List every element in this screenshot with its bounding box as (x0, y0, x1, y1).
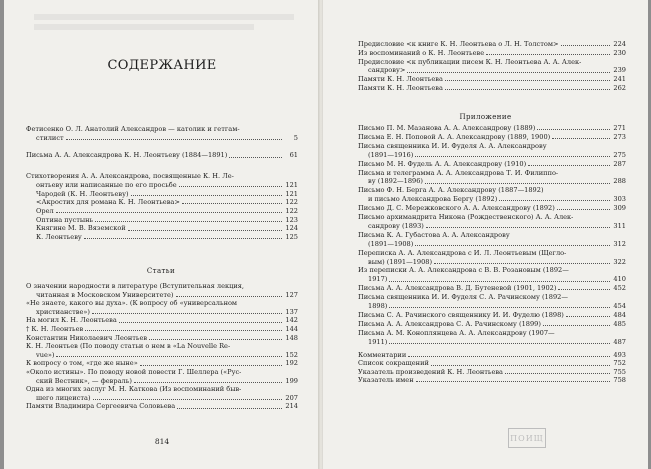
toc-page-number: 241 (613, 75, 626, 84)
dot-leader (149, 339, 282, 340)
toc-page-number: 275 (613, 150, 626, 159)
dot-leader (229, 157, 282, 158)
section-title-articles: Статьи (146, 267, 176, 275)
dot-leader (179, 186, 282, 187)
toc-entry-title: и письмо Александрова Бергу (1892) (368, 195, 498, 204)
toc-entry (36, 216, 298, 224)
dot-leader (486, 54, 610, 55)
toc-entry-title: К. Леонтьеву (36, 233, 82, 241)
toc-entry (36, 134, 298, 142)
toc-entry-title: К. Н. Леонтьев (По поводу статьи о нем в «La Nouvelle Re- (26, 342, 231, 351)
toc-entry-title: вым) (1891—1908) (368, 257, 433, 266)
toc-page-number: 239 (613, 66, 626, 75)
toc-entry (358, 40, 626, 48)
dot-leader (445, 80, 610, 81)
toc-entry (358, 351, 626, 359)
dot-leader (140, 365, 282, 366)
dot-leader (84, 238, 282, 239)
toc-entry-title: Письма священника И. И. Фуделя С. А. Рачинскому (1892— (358, 293, 568, 302)
dot-leader (408, 356, 610, 357)
toc-entry-title: онтьеву или написанные по его просьбе (36, 180, 177, 189)
toc-entry (26, 342, 298, 350)
toc-page-number: 755 (613, 367, 626, 376)
toc-page-number: 142 (285, 316, 298, 325)
toc-page-number: 410 (613, 275, 626, 284)
dot-leader (415, 245, 610, 246)
dot-leader (537, 129, 610, 130)
dot-leader (505, 373, 610, 374)
dot-leader (558, 289, 610, 290)
left-page (4, 0, 320, 469)
toc-page-number: 452 (613, 284, 626, 293)
toc-entry (36, 207, 298, 215)
toc-entry (358, 49, 626, 57)
toc-entry-title: Письма А. А. Александрова В. Д. Бутеневой (1901, 1902) (358, 284, 557, 293)
toc-entry (358, 84, 626, 92)
toc-page-number: 214 (285, 402, 298, 411)
dot-leader (66, 139, 282, 140)
dot-leader (92, 313, 282, 314)
dot-leader (528, 165, 610, 166)
dot-leader (56, 212, 282, 213)
toc-entry-title: Княгине М. В. Вяземской (36, 224, 126, 233)
toc-entry-title: Указатель имен (358, 375, 414, 384)
toc-page-number: 312 (613, 239, 626, 248)
toc-entry (358, 160, 626, 168)
toc-entry-title: 1917) (368, 275, 388, 284)
toc-entry-title: Чародей (К. Н. Леонтьеву) (36, 189, 129, 198)
toc-entry-title: Письма А. А. Александрова С. А. Рачинскому (1899) (358, 319, 541, 328)
toc-page-number: 137 (285, 307, 298, 316)
dot-leader (543, 325, 610, 326)
toc-page-number: 758 (613, 375, 626, 384)
toc-entry (358, 376, 626, 384)
toc-entry (358, 266, 626, 274)
toc-entry (36, 308, 298, 316)
toc-entry-title: vue») (36, 350, 55, 359)
toc-entry (358, 213, 626, 221)
toc-entry-title: † К. Н. Леонтьев (26, 325, 84, 333)
toc-entry-title: Константин Николаевич Леонтьев (26, 333, 148, 342)
toc-page-number: 271 (613, 124, 626, 132)
toc-entry-title: <Акростих для романа К. Н. Леонтьева> (36, 198, 180, 207)
toc-entry-title: Оптина пустынь (36, 215, 94, 224)
dot-leader (445, 89, 610, 90)
toc-entry (358, 142, 626, 150)
toc-entry (358, 284, 626, 292)
toc-entry (36, 291, 298, 299)
toc-entry-title: Фетисенко О. Л. Анатолий Александров — католик и гетгам- (26, 125, 240, 133)
toc-entry (358, 320, 626, 328)
dot-leader (557, 209, 610, 210)
toc-entry-title: христианстве») (36, 307, 90, 316)
dot-leader (407, 72, 610, 73)
bleed-through-line (34, 24, 254, 30)
toc-entry-title: Письмо П. М. Мазанова А. А. Александрову (1889) (358, 124, 536, 132)
toc-entry (36, 181, 298, 189)
dot-leader (134, 382, 282, 383)
dot-leader (389, 281, 610, 282)
toc-entry-title: Письма А. М. Коноплянцева А. А. Александрову (1907— (358, 328, 555, 337)
toc-page-number: 493 (613, 351, 626, 359)
toc-page-number: 148 (285, 333, 298, 342)
toc-page-number: 144 (285, 325, 298, 333)
toc-page-number: 125 (285, 233, 298, 241)
toc-entry-title: (1891—1916) (368, 150, 414, 159)
toc-page-number: 311 (613, 221, 626, 230)
right-page (323, 0, 648, 469)
toc-entry-title: Из воспоминаний о К. Н. Леонтьеве (358, 48, 485, 57)
dot-leader (416, 381, 610, 382)
dot-leader (93, 399, 282, 400)
toc-entry-title: Письма священника И. И. Фуделя А. А. Александрову (358, 141, 547, 150)
toc-entry-title: Письма и телеграмма А. А. Александрова Т. И. Филиппо- (358, 168, 559, 177)
toc-page-number: 484 (613, 310, 626, 319)
dot-leader (434, 263, 610, 264)
toc-entry-title: Памяти Владимира Сергеевича Соловьева (26, 402, 176, 411)
toc-entry (26, 151, 298, 159)
toc-entry (358, 186, 626, 194)
toc-page-number: 273 (613, 132, 626, 141)
toc-entry (36, 224, 298, 232)
toc-entry (358, 124, 626, 132)
toc-page-number: 122 (285, 198, 298, 207)
toc-entry-title: Одна из многих заслуг М. Н. Каткова (Из воспоминаний быв- (26, 385, 242, 394)
toc-page-number: 485 (613, 319, 626, 328)
toc-page-number: 309 (613, 204, 626, 213)
toc-entry-title: Список сокращений (358, 359, 429, 368)
toc-page-number: 224 (613, 40, 626, 48)
toc-entry (36, 351, 298, 359)
toc-entry-title: сандрову (1893) (368, 221, 424, 230)
toc-entry (368, 151, 626, 159)
toc-page-number: 127 (285, 290, 298, 299)
toc-page-number: 122 (285, 206, 298, 215)
toc-entry-title: Письмо Ф. Н. Берга А. А. Александрову (1887—1892) (358, 186, 544, 195)
dot-leader (566, 316, 610, 317)
toc-entry (26, 325, 298, 333)
toc-entry (368, 240, 626, 248)
toc-page-number: 207 (285, 393, 298, 402)
dot-leader (552, 138, 610, 139)
toc-entry (26, 316, 298, 324)
toc-entry (26, 299, 298, 307)
toc-entry-title: На могил К. Н. Леонтьева (26, 316, 117, 325)
dot-leader (431, 365, 610, 366)
toc-entry (358, 75, 626, 83)
toc-entry (358, 368, 626, 376)
toc-entry (368, 66, 626, 74)
toc-entry (358, 359, 626, 367)
toc-entry-title: Стихотворения А. А. Александрова, посвященные К. Н. Ле- (26, 172, 234, 181)
toc-entry (358, 133, 626, 141)
toc-entry (368, 258, 626, 266)
toc-entry-title: «Около истины». По поводу новой повести Г. Шеллера («Рус- (26, 368, 242, 376)
toc-page-number: 123 (285, 215, 298, 224)
toc-entry (368, 275, 626, 283)
toc-page-number: 230 (613, 48, 626, 57)
toc-entry-title: Письма С. А. Рачинского священнику И. И. Фуделю (1898) (358, 310, 564, 319)
toc-entry (26, 172, 298, 180)
toc-entry-title: Комментарии (358, 351, 407, 359)
toc-entry (368, 338, 626, 346)
toc-entry (26, 359, 298, 367)
toc-entry (26, 385, 298, 393)
toc-entry (26, 282, 298, 290)
dot-leader (128, 230, 282, 231)
toc-page-number: 322 (613, 257, 626, 266)
toc-entry (36, 394, 298, 402)
toc-entry (26, 402, 298, 410)
toc-entry (36, 377, 298, 385)
toc-entry-title: сандрову> (368, 66, 406, 75)
toc-entry (358, 169, 626, 177)
toc-entry-title: Памяти К. Н. Леонтьева (358, 84, 443, 92)
toc-entry-title: Письма А. А. Александрова К. Н. Леонтьеву (1884—1891) (26, 151, 228, 160)
toc-entry (26, 334, 298, 342)
dot-leader (177, 408, 282, 409)
toc-entry-title: 1911) (368, 337, 388, 346)
toc-entry (358, 293, 626, 301)
dot-leader (95, 221, 282, 222)
dot-leader (176, 296, 283, 297)
toc-page-number: 752 (613, 359, 626, 368)
bleed-through-line (34, 14, 294, 20)
toc-entry (26, 125, 298, 133)
toc-page-number: 152 (285, 350, 298, 359)
dot-leader (425, 183, 610, 184)
toc-page-number: 303 (613, 195, 626, 204)
toc-entry-title: Предисловие <к публикации писем К. Н. Леонтьева А. А. Алек- (358, 57, 582, 66)
toc-entry-title: читанная в Московском Университете) (36, 290, 174, 299)
toc-entry-title: Письма Е. Н. Поповой А. А. Александрову (1889, 1900) (358, 132, 551, 141)
toc-page-number: 487 (613, 337, 626, 346)
toc-entry-title: Письмо М. Н. Фудель А. А. Александрову (1910) (358, 159, 527, 168)
toc-entry (26, 368, 298, 376)
toc-page-number: 121 (285, 189, 298, 198)
toc-entry-title: Предисловие <к книге К. Н. Леонтьева о Л. Н. Толстом> (358, 40, 559, 48)
toc-page-number: 287 (613, 159, 626, 168)
toc-entry (368, 302, 626, 310)
toc-entry (358, 249, 626, 257)
toc-entry (358, 231, 626, 239)
dot-leader (499, 200, 610, 201)
library-stamp: ПОИЩ (508, 428, 546, 448)
toc-entry-title: ский Вестник», — февраль) (36, 376, 132, 385)
toc-page-number: 5 (293, 133, 298, 142)
toc-entry-title: Переписка А. А. Александрова с И. Л. Леонтьевым (Щегло- (358, 248, 567, 257)
dot-leader (182, 203, 282, 204)
page-number: 814 (154, 437, 170, 446)
toc-page-number: 124 (285, 224, 298, 233)
dot-leader (56, 356, 282, 357)
dot-leader (85, 330, 282, 331)
dot-leader (561, 45, 611, 46)
dot-leader (131, 195, 282, 196)
toc-entry-title: Указатель произведений К. Н. Леонтьева (358, 367, 503, 376)
toc-page-number: 288 (613, 177, 626, 186)
toc-entry-title: Письмо Д. С. Мережковского А. А. Александрову (1892) (358, 204, 555, 213)
toc-entry-title: стилист (36, 133, 64, 142)
toc-page-number: 262 (613, 84, 626, 92)
toc-entry-title: Орел (36, 206, 54, 215)
dot-leader (389, 307, 610, 308)
toc-page-number: 121 (285, 180, 298, 189)
dot-leader (119, 322, 282, 323)
toc-page-number: 192 (285, 359, 298, 368)
section-title-appendix: Приложение (459, 113, 512, 121)
toc-entry-title: ву (1892—1896) (368, 177, 423, 186)
toc-entry-title: Памяти К. Н. Леонтьева (358, 75, 443, 84)
toc-entry-title: К вопросу о том, «где же ныне» (26, 359, 138, 368)
toc-entry-title: Письма К. А. Губастова А. А. Александрову (358, 230, 510, 239)
dot-leader (389, 343, 610, 344)
toc-page-number: 454 (613, 302, 626, 310)
toc-entry-title: «Не знаете, какого вы духа». (К вопросу об «универсальном (26, 299, 238, 308)
page-heading: СОДЕРЖАНИЕ (107, 58, 217, 73)
toc-entry (358, 311, 626, 319)
toc-entry (368, 195, 626, 203)
toc-entry-title: Из переписки А. А. Александрова с В. В. Розановым (1892— (358, 266, 569, 275)
toc-entry (358, 204, 626, 212)
toc-entry-title: О значении народности в литературе (Вступительная лекция, (26, 282, 245, 290)
toc-entry (36, 233, 298, 241)
toc-entry (368, 222, 626, 230)
toc-entry-title: 1898) (368, 302, 388, 310)
dot-leader (415, 156, 610, 157)
toc-entry (36, 198, 298, 206)
toc-entry-title: шего лицеиста) (36, 393, 91, 402)
toc-entry-title: (1891—1908) (368, 239, 414, 248)
toc-entry (358, 58, 626, 66)
toc-page-number: 61 (289, 151, 298, 160)
toc-entry (36, 190, 298, 198)
toc-entry-title: Письмо архимандрита Никона (Рождественского) А. А. Алек- (358, 213, 574, 221)
toc-entry (358, 329, 626, 337)
dot-leader (426, 227, 610, 228)
toc-page-number: 199 (285, 376, 298, 385)
toc-entry (368, 177, 626, 185)
